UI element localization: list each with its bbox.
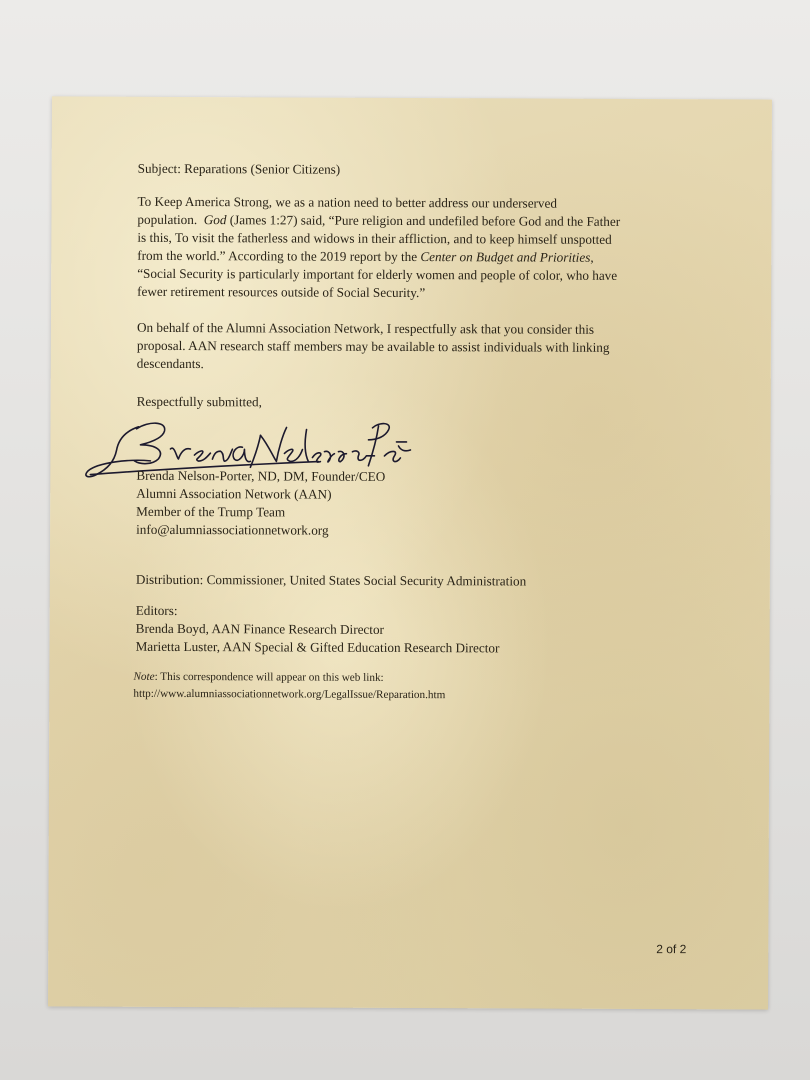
- signer-member: Member of the Trump Team: [136, 503, 286, 520]
- closing: Respectfully submitted,: [136, 393, 262, 410]
- editor-1: Brenda Boyd, AAN Finance Research Director: [135, 620, 384, 637]
- note-line: [133, 669, 383, 687]
- note-text: : This correspondence will appear on this web link:: [154, 670, 384, 684]
- para1-comma: ,: [590, 249, 594, 265]
- para2-line-2: proposal. AAN research staff members may be available to assist individuals with linking: [136, 337, 610, 355]
- para1-line-6: fewer retirement resources outside of Social Security.”: [137, 283, 426, 301]
- para1-line-5: “Social Security is particularly important for elderly women and people of color, who have: [137, 265, 618, 283]
- para2-line-1: On behalf of the Alumni Association Network, I respectfully ask that you consider this: [136, 319, 595, 337]
- note-label: Note: [133, 670, 155, 683]
- subject-line: Subject: Reparations (Senior Citizens): [137, 160, 341, 177]
- paragraph-1: [137, 193, 697, 303]
- distribution-line: Distribution: Commissioner, United States Social Security Administration: [135, 571, 527, 589]
- page-number: 2 of 2: [656, 942, 687, 957]
- para1-line-3: is this, To visit the fatherless and widows in their affliction, and to keep himself unspotted: [137, 229, 612, 247]
- para2-line-3: descendants.: [136, 355, 204, 372]
- para1-god-italic: God: [203, 212, 227, 228]
- editors-heading: Editors:: [135, 602, 178, 618]
- para1-report-title: Center on Budget and Priorities: [420, 249, 591, 265]
- para1-line-2a: population.: [137, 211, 198, 228]
- para1-line-1: To Keep America Strong, we as a nation need to better address our underserved: [137, 193, 558, 211]
- signer-email: info@alumniassociationnetwork.org: [136, 521, 329, 538]
- signer-org: Alumni Association Network (AAN): [136, 485, 332, 502]
- editor-2: Marietta Luster, AAN Special & Gifted Education Research Director: [135, 638, 500, 656]
- para1-line-4a: from the world.” According to the 2019 report by the: [137, 247, 418, 265]
- note-link: http://www.alumniassociationnetwork.org/LegalIssue/Reparation.htm: [133, 687, 446, 702]
- para1-line-2b: (James 1:27) said, “Pure religion and undefiled before God and the Father: [229, 212, 621, 229]
- signer-name: Brenda Nelson-Porter, ND, DM, Founder/CEO: [136, 467, 386, 484]
- paragraph-2: [137, 319, 697, 375]
- letter-page: [48, 96, 772, 1009]
